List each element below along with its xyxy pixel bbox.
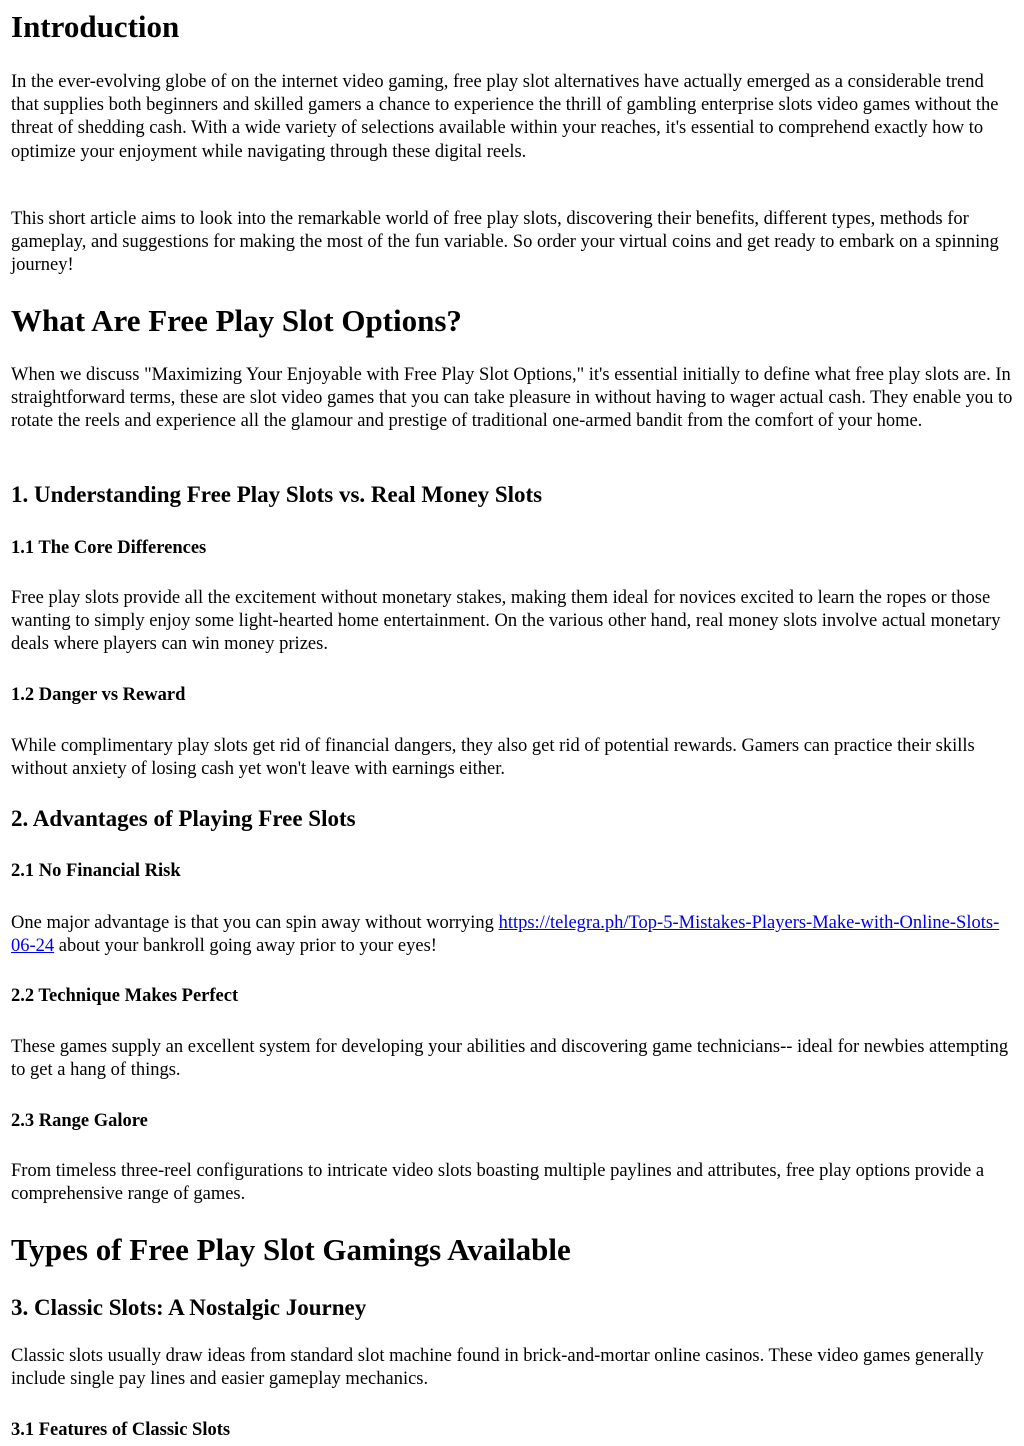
section-1-2-paragraph: While complimentary play slots get rid of financial dangers, they also get rid of potential rewards. Gamers can practice their skills without anxiety of losing cash yet won't leave with earnings either. [11, 736, 975, 780]
heading-section-1-2: 1.2 Danger vs Reward [11, 685, 186, 705]
intro-paragraph-1: In the ever-evolving globe of on the internet video gaming, free play slot alternatives have actually emerged as a considerable trend that supplies both beginners and skilled gamers a chance to experience the thrill of gambling enterprise slots video games without the threat of shedding cash. With a wide variety of selections available within your reaches, it's essential to comprehend exactly how to optimize your enjoyment while navigating through these digital reels. [11, 72, 999, 162]
heading-introduction: Introduction [11, 9, 180, 44]
what-paragraph: When we discuss "Maximizing Your Enjoyable with Free Play Slot Options," it's essential initially to define what free play slots are. In straightforward terms, these are slot video games that you can take pleasure in without having to wager actual cash. They enable you to rotate the reels and experience all the glamour and prestige of traditional one-armed bandit from the comfort of your home. [11, 365, 1013, 432]
heading-section-1: 1. Understanding Free Play Slots vs. Real Money Slots [11, 482, 543, 507]
section-2-1-text-before: One major advantage is that you can spin away without worrying [11, 913, 499, 933]
heading-what-are-free-play-slot-options: What Are Free Play Slot Options? [11, 303, 462, 338]
heading-section-1-1: 1.1 The Core Differences [11, 538, 207, 558]
heading-section-3-1: 3.1 Features of Classic Slots [11, 1420, 231, 1440]
intro-paragraph-2: This short article aims to look into the remarkable world of free play slots, discovering their benefits, different types, methods for gameplay, and suggestions for making the most of the fun variable. So order your virtual coins and get ready to embark on a spinning journey! [11, 209, 999, 276]
section-2-3-paragraph: From timeless three-reel configurations to intricate video slots boasting multiple paylines and attributes, free play options provide a comprehensive range of games. [11, 1161, 985, 1205]
section-2-2-paragraph: These games supply an excellent system for developing your abilities and discovering game technicians-- ideal for newbies attempting to get a hang of things. [11, 1037, 1009, 1081]
heading-section-2-2: 2.2 Technique Makes Perfect [11, 986, 239, 1006]
section-2-1-paragraph [11, 912, 1016, 958]
heading-section-2-1: 2.1 No Financial Risk [11, 861, 181, 881]
section-3-paragraph: Classic slots usually draw ideas from standard slot machine found in brick-and-mortar online casinos. These video games generally include single pay lines and easier gameplay mechanics. [11, 1346, 984, 1390]
section-1-1-paragraph: Free play slots provide all the excitement without monetary stakes, making them ideal for novices excited to learn the ropes or those wanting to simply enjoy some light-hearted home entertainment. On the various other hand, real money slots involve actual monetary deals where players can win money prizes. [11, 588, 1001, 655]
section-2-1-text-after: about your bankroll going away prior to your eyes! [54, 936, 437, 957]
heading-section-3: 3. Classic Slots: A Nostalgic Journey [11, 1295, 367, 1320]
heading-section-2: 2. Advantages of Playing Free Slots [11, 806, 356, 831]
heading-section-2-3: 2.3 Range Galore [11, 1111, 148, 1131]
article-link[interactable]: https://telegra.ph/Top-5-Mistakes-Players-Make-with-Online-Slots-06-24 [11, 913, 1000, 957]
heading-types-of-free-play-slots: Types of Free Play Slot Gamings Available [11, 1232, 571, 1267]
